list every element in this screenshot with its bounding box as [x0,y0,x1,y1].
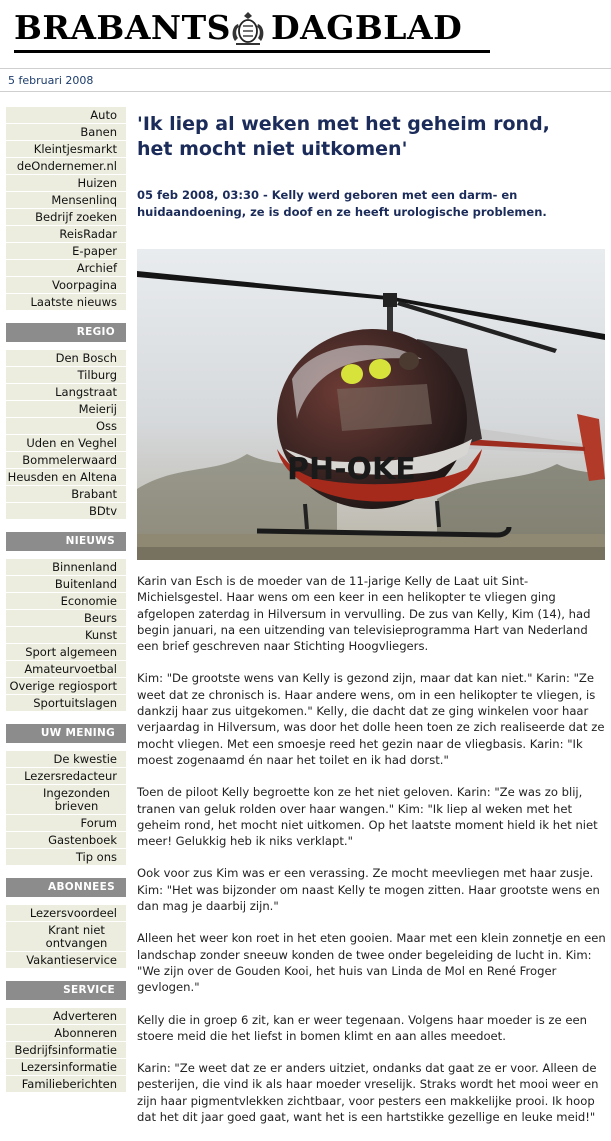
article-paragraph: Alleen het weer kon roet in het eten gooien. Maar met een klein zonnetje en een landschap zonder sneeuw konden de twee onder begeleiding de lucht in. Kim: "We zijn over de Gouden Kooi, het huis van Linda de Mol en René Froger gevlogen." [137,931,606,995]
sidebar-item-lezersvoordeel[interactable]: Lezersvoordeel [6,905,126,922]
sidebar-item-binnenland[interactable]: Binnenland [6,559,126,576]
sidebar-item-bdtv[interactable]: BDtv [6,503,126,520]
sidebar-top-menu [6,107,126,311]
article-paragraph: Karin: "Ze weet dat ze er anders uitziet, ondanks dat gaat ze er voor. Alleen de pesterijen, die vind ik als haar moeder vreselijk. Straks wordt het mooi weer en zijn haar pigmentvlekken zichtbaar, voor pesters een makkelijke prooi. Ik hoop dat het dit jaar goed gaat, want het is een hartstikke gezellige en leuke meid!" [137,1061,599,1125]
sidebar-item-kunst[interactable]: Kunst [6,627,126,644]
logo-underline [14,50,490,53]
logo-word-left: BRABANTS [14,8,231,47]
sidebar-item-ingezonden-brieven[interactable]: Ingezonden brieven [6,785,126,815]
sidebar-item-overige-regiosport[interactable]: Overige regiosport [6,678,126,695]
article-paragraph: Ook voor zus Kim was er een verassing. Ze mocht meevliegen met haar zusje. Kim: "Het was bijzonder om naast Kelly te mogen zitten. Haar grootste wens en dan mag je daarbij zijn." [137,866,600,914]
sidebar-item-bedrijf-zoeken[interactable]: Bedrijf zoeken [6,209,126,226]
sidebar-service-menu [6,1008,126,1093]
sidebar-item-auto[interactable]: Auto [6,107,126,124]
article-lead: 05 feb 2008, 03:30 - Kelly werd geboren met een darm- en huidaandoening, ze is doof en ze heeft urologische problemen. [137,188,547,219]
sidebar-item-buitenland[interactable]: Buitenland [6,576,126,593]
article [137,112,605,487]
sidebar-item-oss[interactable]: Oss [6,418,126,435]
sidebar-regio-menu [6,350,126,520]
current-date: 5 februari 2008 [8,74,94,87]
sidebar-item-voorpagina[interactable]: Voorpagina [6,277,126,294]
sidebar-nav [6,107,126,1093]
helicopter-photo [137,249,605,560]
section-header-uw-mening: UW MENING [6,724,126,743]
sidebar-item-beurs[interactable]: Beurs [6,610,126,627]
sidebar-item-economie[interactable]: Economie [6,593,126,610]
sidebar-item-deondernemer[interactable]: deOndernemer.nl [6,158,126,175]
helicopter-registration: PH-OKE [287,452,416,487]
sidebar-item-huizen[interactable]: Huizen [6,175,126,192]
sidebar-item-bommelerwaard[interactable]: Bommelerwaard [6,452,126,469]
article-paragraph: Toen de piloot Kelly begroette kon ze het niet geloven. Karin: "Ze was zo blij, tranen van geluk rolden over haar wangen." Kim: "Ik liep al weken met het geheim rond, het mocht niet uitkomen. Op het laatste moment hield ik het niet meer! Gelukkig heb ik niks verklapt." [137,785,598,849]
sidebar-item-sport-algemeen[interactable]: Sport algemeen [6,644,126,661]
sidebar-item-den-bosch[interactable]: Den Bosch [6,350,126,367]
sidebar-item-lezersredacteur[interactable]: Lezersredacteur [6,768,126,785]
sidebar-item-uden-en-veghel[interactable]: Uden en Veghel [6,435,126,452]
article-paragraph: Kelly die in groep 6 zit, kan er weer tegenaan. Volgens haar moeder is ze een stoere meid die het liefst in bomen klimt en aan alles meedoet. [137,1012,587,1043]
article-paragraph: Karin van Esch is de moeder van de 11-jarige Kelly de Laat uit Sint-Michielsgestel. Haar wens om een keer in een helikopter te vliegen ging afgelopen zaterdag in Hilversum in vervulling. De zus van Kelly, Kim (14), had begin januari, na een uitzending van televisieprogramma Hart van Nederland een brief geschreven naar Stichting Hoogvliegers. [137,574,591,654]
sidebar-item-e-paper[interactable]: E-paper [6,243,126,260]
section-header-service: SERVICE [6,981,126,1000]
logo-word-right: DAGBLAD [271,8,463,47]
article-headline: 'Ik liep al weken met het geheim rond, het mocht niet uitkomen' [137,113,550,160]
sidebar-item-reisradar[interactable]: ReisRadar [6,226,126,243]
sidebar-item-heusden-en-altena[interactable]: Heusden en Altena [6,469,126,486]
sidebar-item-gastenboek[interactable]: Gastenboek [6,832,126,849]
sidebar-item-kleintjesmarkt[interactable]: Kleintjesmarkt [6,141,126,158]
sidebar-item-abonneren[interactable]: Abonneren [6,1025,126,1042]
sidebar-item-familieberichten[interactable]: Familieberichten [6,1076,126,1093]
sidebar-item-brabant[interactable]: Brabant [6,486,126,503]
sidebar-item-archief[interactable]: Archief [6,260,126,277]
sidebar-abonnees-menu [6,905,126,969]
sidebar-item-tip-ons[interactable]: Tip ons [6,849,126,866]
crest-icon [228,10,268,48]
sidebar-item-mensenlinq[interactable]: Mensenlinq [6,192,126,209]
sidebar-uw-mening-menu [6,751,126,866]
section-header-nieuws: NIEUWS [6,532,126,551]
article-paragraph: Kim: "De grootste wens van Kelly is gezond zijn, maar dat kan niet." Karin: "Ze weet dat ze chronisch is. Haar andere wens, om in een helikopter te vliegen, is dankzij haar zus uitgekomen." Kelly, die dacht dat ze ging winkelen voor haar verjaardag in Hilversum, was door het dolle heen toen ze zich realiseerde dat ze mocht vliegen. Met een smoesje reed het gezin naar de vliegbasis. Karin: "Ik moest zogenaamd én naar het toilet en ik had dorst." [137,671,605,767]
masthead [0,0,611,62]
sidebar-item-de-kwestie[interactable]: De kwestie [6,751,126,768]
section-header-abonnees: ABONNEES [6,878,126,897]
sidebar-item-tilburg[interactable]: Tilburg [6,367,126,384]
sidebar-item-adverteren[interactable]: Adverteren [6,1008,126,1025]
sidebar-nieuws-menu [6,559,126,712]
article-body [137,573,607,1141]
sidebar-item-krant-niet-ontvangen[interactable]: Krant niet ontvangen [6,922,126,952]
sidebar-item-langstraat[interactable]: Langstraat [6,384,126,401]
sidebar-item-bedrijfsinformatie[interactable]: Bedrijfsinformatie [6,1042,126,1059]
sidebar-item-meierij[interactable]: Meierij [6,401,126,418]
date-bar [0,68,611,92]
site-logo[interactable] [14,8,492,58]
sidebar-item-banen[interactable]: Banen [6,124,126,141]
sidebar-item-vakantieservice[interactable]: Vakantieservice [6,952,126,969]
sidebar-item-forum[interactable]: Forum [6,815,126,832]
sidebar-item-laatste-nieuws[interactable]: Laatste nieuws [6,294,126,311]
section-header-regio: REGIO [6,323,126,342]
sidebar-item-lezersinformatie[interactable]: Lezersinformatie [6,1059,126,1076]
sidebar-item-amateurvoetbal[interactable]: Amateurvoetbal [6,661,126,678]
sidebar-item-sportuitslagen[interactable]: Sportuitslagen [6,695,126,712]
